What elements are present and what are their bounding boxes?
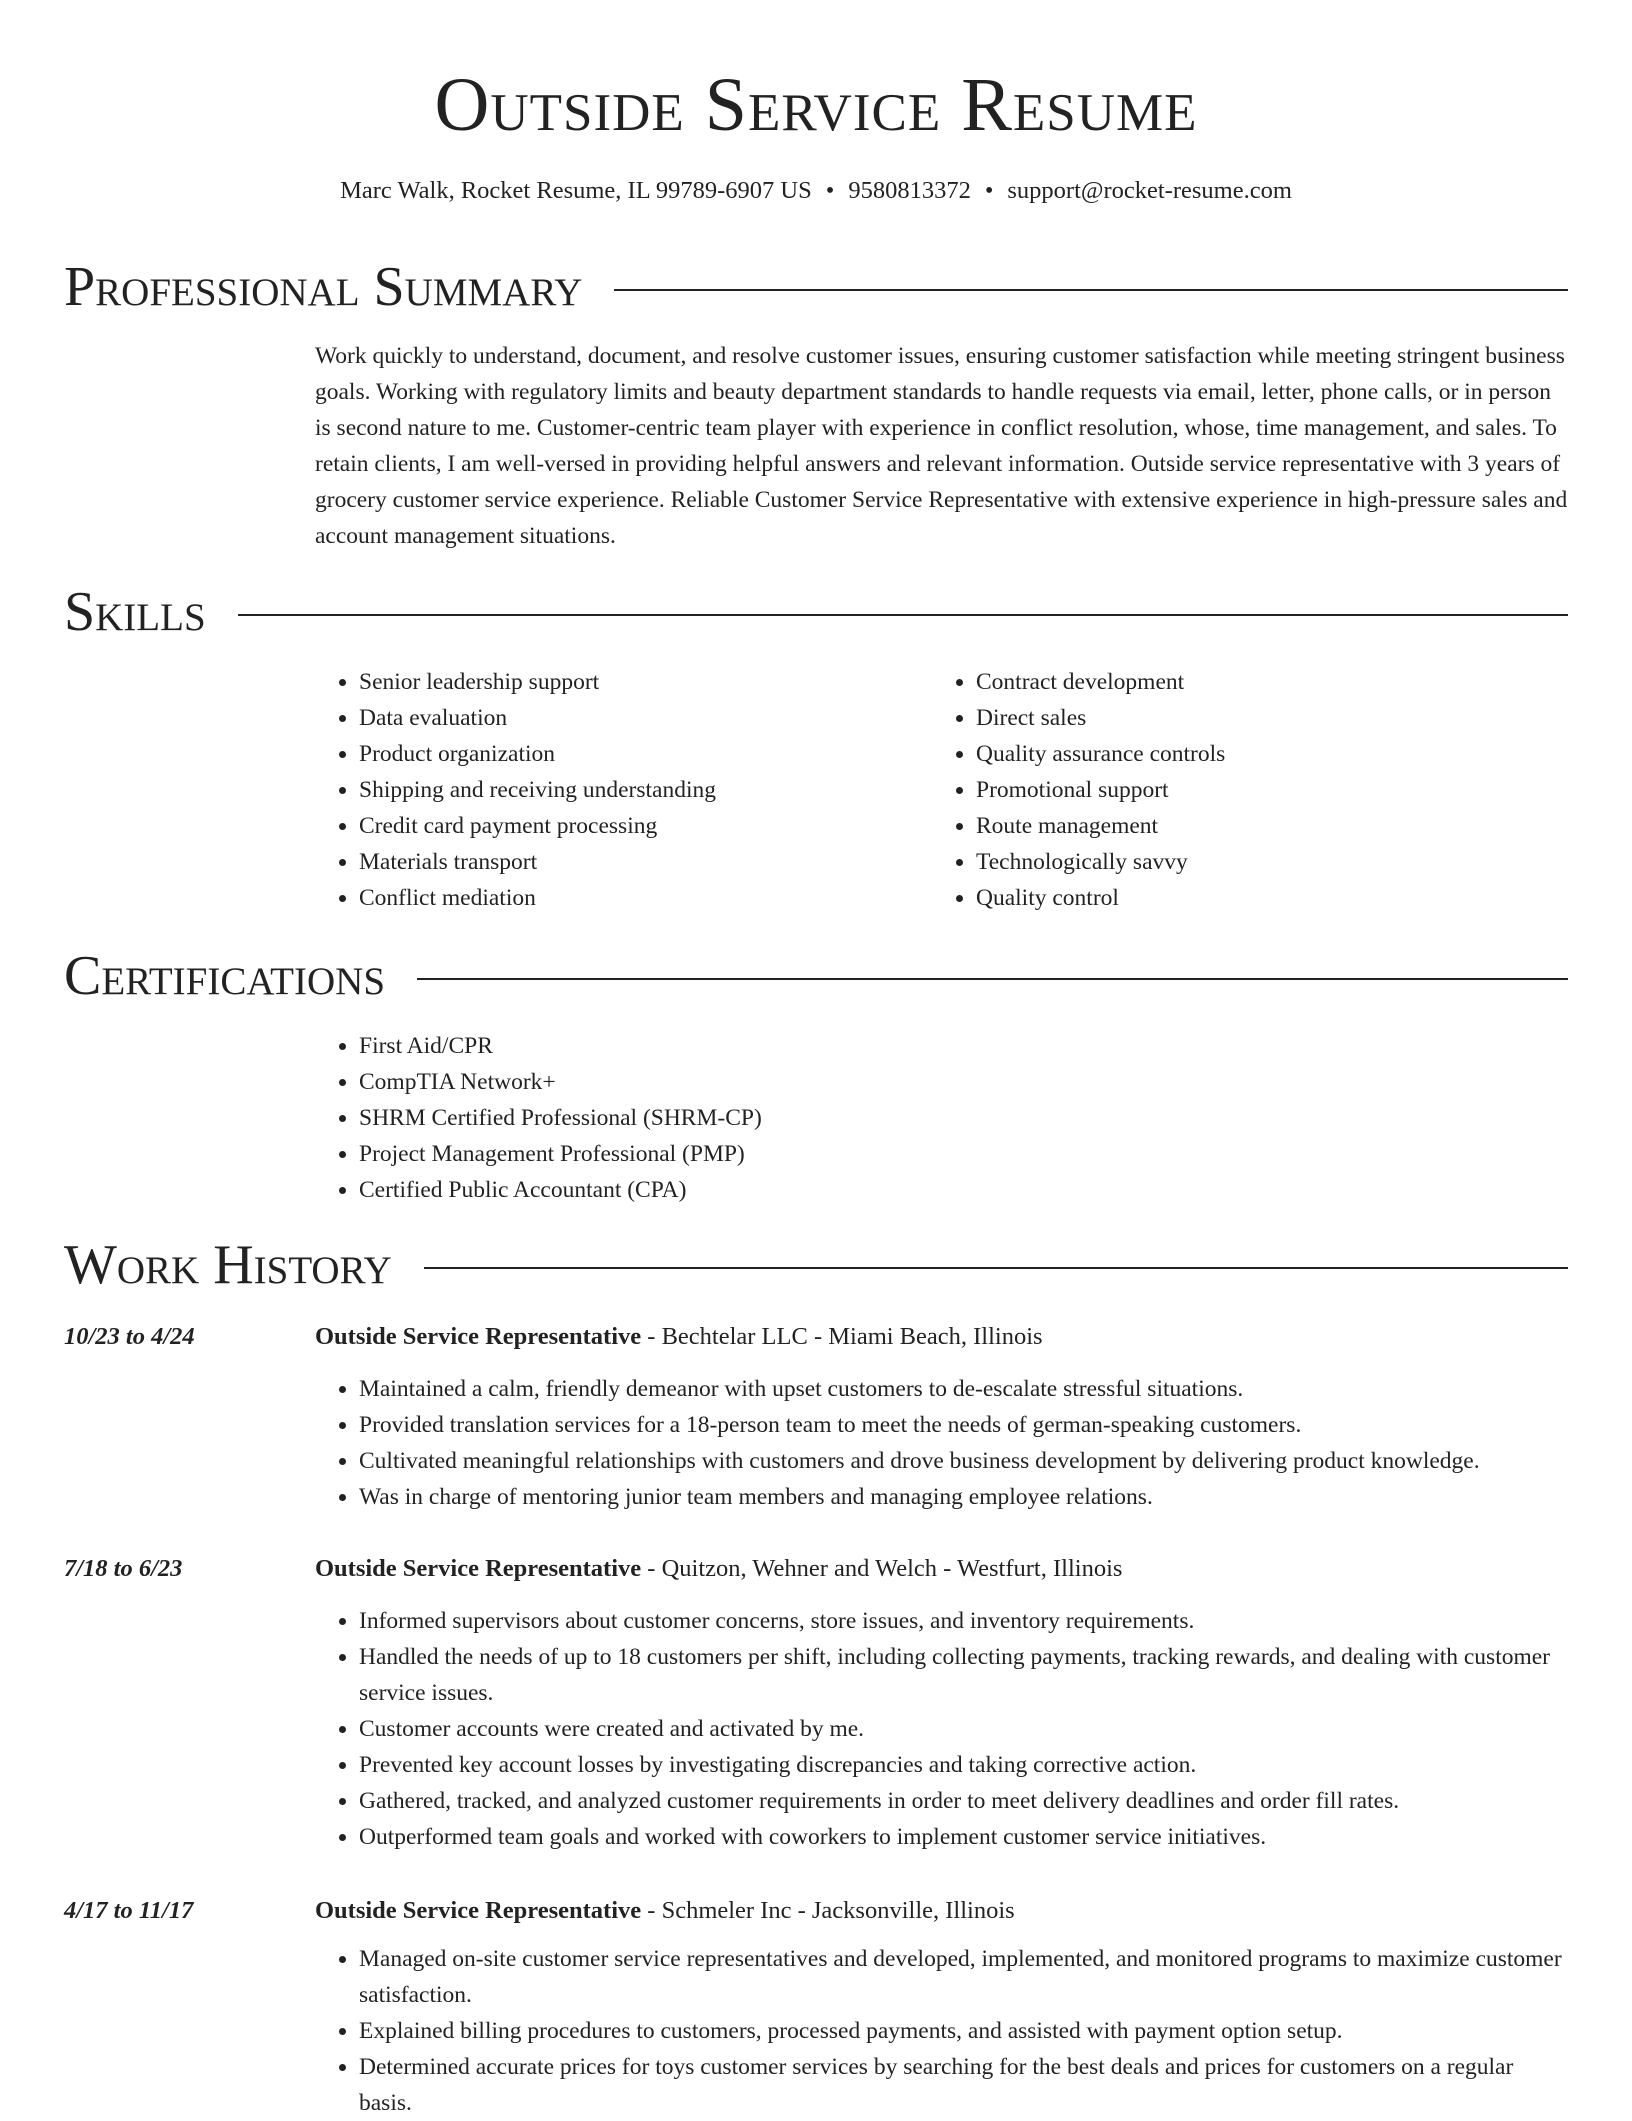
skill-item: • Data evaluation (359, 700, 932, 736)
job-bullet: • Outperformed team goals and worked with coworkers to implement customer service initiatives. (359, 1819, 1568, 1855)
job-details: - Schmeler Inc - Jacksonville, Illinois (641, 1897, 1015, 1924)
job-bullet: • Handled the needs of up to 18 customers per shift, including collecting payments, tracking rewards, and dealing with customer service issues. (359, 1639, 1568, 1711)
skill-item: • Conflict mediation (359, 880, 932, 916)
contact-separator: • (825, 177, 835, 204)
resume-title: Outside Service Resume (434, 63, 1198, 147)
certifications-content (315, 1028, 1568, 1208)
skill-item: • Quality assurance controls (976, 736, 1549, 772)
certification-item: • First Aid/CPR (359, 1028, 1568, 1064)
job-bullet: • Provided translation services for a 18-person team to meet the needs of german-speaking customers. (359, 1407, 1568, 1443)
skills-content (315, 664, 1568, 916)
skill-item: • Product organization (359, 736, 932, 772)
certification-item: • Project Management Professional (PMP) (359, 1136, 1568, 1172)
work-history-section-header (64, 1233, 1568, 1297)
job-bullet: • Prevented key account losses by investigating discrepancies and taking corrective action. (359, 1747, 1568, 1783)
job-bullet: • Determined accurate prices for toys customer services by searching for the best deals and prices for customers on a regular basis. (359, 2049, 1568, 2121)
skill-item: • Credit card payment processing (359, 808, 932, 844)
job-role: Outside Service Representative (315, 1897, 642, 1924)
certifications-heading: Certifications (64, 945, 386, 1007)
skills-column-left (315, 664, 932, 916)
certifications-list (315, 1028, 1568, 1208)
job-bullet: • Maintained a calm, friendly demeanor with upset customers to de-escalate stressful situations. (359, 1371, 1568, 1407)
job-bullet: • Was in charge of mentoring junior team members and managing employee relations. (359, 1479, 1568, 1515)
certification-item: • SHRM Certified Professional (SHRM-CP) (359, 1100, 1568, 1136)
skill-item: • Contract development (976, 664, 1549, 700)
job-dates: 7/18 to 6/23 (64, 1555, 183, 1582)
certification-item: • Certified Public Accountant (CPA) (359, 1172, 1568, 1208)
certification-item: • CompTIA Network+ (359, 1064, 1568, 1100)
skill-item: • Technologically savvy (976, 844, 1549, 880)
job-bullets (315, 1371, 1568, 1515)
skills-list-left (315, 664, 932, 916)
skills-column-right (932, 664, 1549, 916)
section-divider (614, 289, 1568, 291)
section-divider (238, 614, 1568, 616)
contact-address: Marc Walk, Rocket Resume, IL 99789-6907 US (340, 177, 812, 204)
job-dates: 10/23 to 4/24 (64, 1323, 195, 1350)
job-bullet: • Explained billing procedures to customers, processed payments, and assisted with payment option setup. (359, 2013, 1568, 2049)
job-bullet: • Gathered, tracked, and analyzed customer requirements in order to meet delivery deadlines and order fill rates. (359, 1783, 1568, 1819)
skill-item: • Route management (976, 808, 1549, 844)
job-bullet: • Managed on-site customer service representatives and developed, implemented, and monitored programs to maximize customer satisfaction. (359, 1941, 1568, 2013)
job-role: Outside Service Representative (315, 1323, 642, 1350)
summary-content (315, 338, 1568, 554)
summary-text: Work quickly to understand, document, and resolve customer issues, ensuring customer satisfaction while meeting stringent business goals. Working with regulatory limits and beauty department standards to handle requests via email, letter, phone calls, or in person is second nature to me. Customer-centric team player with experience in conflict resolution, whose, time management, and sales. To retain clients, I am well-versed in providing helpful answers and relevant information. Outside service representative with 3 years of grocery customer service experience. Reliable Customer Service Representative with extensive experience in high-pressure sales and account management situations. (315, 343, 1568, 549)
job-role: Outside Service Representative (315, 1555, 642, 1582)
skills-grid (315, 664, 1568, 916)
section-divider (424, 1267, 1568, 1269)
job-body (315, 1319, 1568, 1515)
job-body (315, 1893, 1568, 2121)
skill-item: • Promotional support (976, 772, 1549, 808)
job-bullet: • Cultivated meaningful relationships with customers and drove business development by delivering product knowledge. (359, 1443, 1568, 1479)
section-divider (417, 978, 1568, 980)
job-details: - Quitzon, Wehner and Welch - Westfurt, Illinois (641, 1555, 1123, 1582)
skill-item: • Quality control (976, 880, 1549, 916)
job-dates: 4/17 to 11/17 (64, 1897, 194, 1924)
job-title-line (315, 1893, 1568, 1929)
contact-line (0, 174, 1632, 208)
job-bullet: • Informed supervisors about customer concerns, store issues, and inventory requirements. (359, 1603, 1568, 1639)
contact-separator: • (984, 177, 994, 204)
skills-heading: Skills (64, 581, 206, 643)
contact-email: support@rocket-resume.com (1007, 177, 1292, 204)
summary-heading: Professional Summary (64, 256, 583, 318)
contact-phone: 9580813372 (848, 177, 971, 204)
job-bullet: • Customer accounts were created and activated by me. (359, 1711, 1568, 1747)
skill-item: • Direct sales (976, 700, 1549, 736)
skill-item: • Senior leadership support (359, 664, 932, 700)
job-body (315, 1551, 1568, 1855)
job-details: - Bechtelar LLC - Miami Beach, Illinois (641, 1323, 1043, 1350)
skill-item: • Materials transport (359, 844, 932, 880)
job-title-line (315, 1319, 1568, 1355)
summary-section-header (64, 255, 1568, 319)
work-history-heading: Work History (64, 1234, 392, 1296)
certifications-section-header (64, 944, 1568, 1008)
job-bullets (315, 1941, 1568, 2121)
job-title-line (315, 1551, 1568, 1587)
skills-section-header (64, 580, 1568, 644)
job-bullets (315, 1603, 1568, 1855)
skills-list-right (932, 664, 1549, 916)
skill-item: • Shipping and receiving understanding (359, 772, 932, 808)
